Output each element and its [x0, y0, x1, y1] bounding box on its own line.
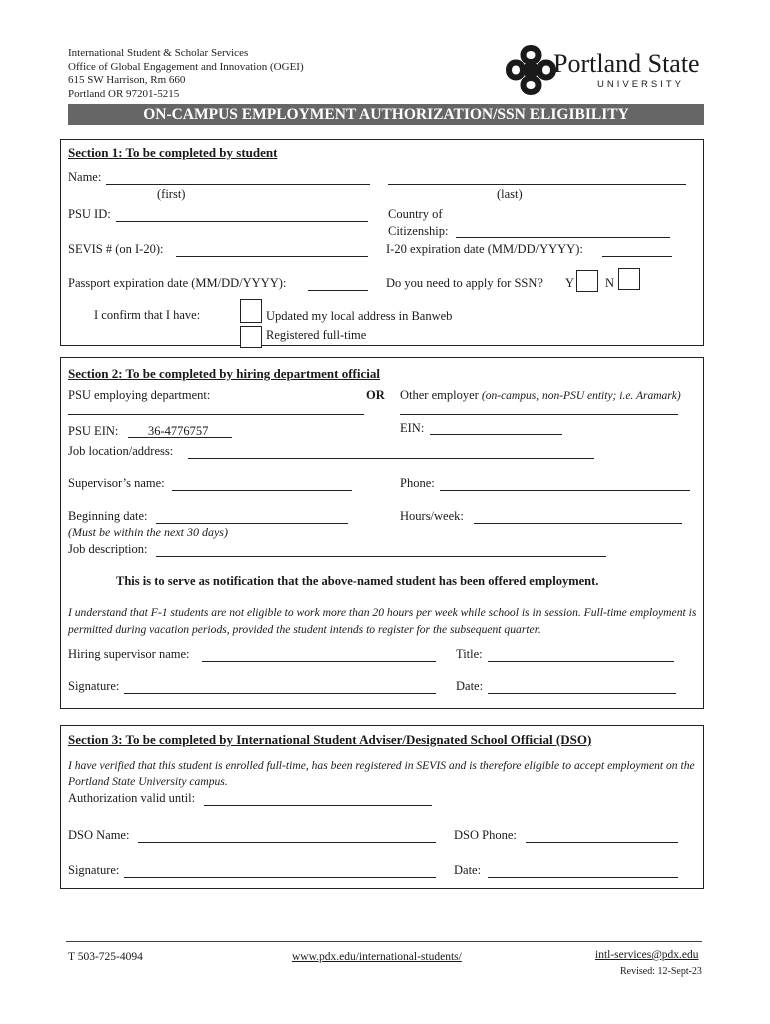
footer-phone: T 503-725-4094 [68, 951, 143, 963]
i20-expiration-field[interactable] [602, 256, 672, 257]
beginning-date-label: Beginning date: [68, 509, 148, 523]
citizenship-field[interactable] [456, 237, 670, 238]
beginning-date-note: (Must be within the next 30 days) [68, 525, 228, 539]
psu-ein-label: PSU EIN: [68, 424, 119, 438]
citizenship-label: Citizenship: [388, 224, 449, 238]
hiring-supervisor-label: Hiring supervisor name: [68, 647, 190, 661]
supervisor-date-field[interactable] [488, 693, 676, 694]
registered-fulltime-label: Registered full-time [266, 328, 367, 342]
job-location-label: Job location/address: [68, 444, 174, 458]
supervisor-signature-field[interactable] [124, 693, 436, 694]
hours-per-week-field[interactable] [474, 523, 682, 524]
supervisor-name-label: Supervisor’s name: [68, 476, 165, 490]
section-3-box [60, 725, 704, 889]
dso-name-field[interactable] [138, 842, 436, 843]
confirm-label: I confirm that I have: [94, 308, 201, 322]
country-of-label: Country of [388, 207, 443, 221]
psu-ein-value: 36-4776757 [148, 424, 209, 438]
sevis-field[interactable] [176, 256, 368, 257]
psu-logo-icon [501, 40, 561, 100]
dso-signature-label: Signature: [68, 863, 120, 877]
other-employer-field[interactable] [400, 414, 678, 415]
phone-label: Phone: [400, 476, 435, 490]
ein-field[interactable] [430, 434, 562, 435]
title-label: Title: [456, 647, 483, 661]
understand-line-2: permitted during vacation periods, provided the student intends to register for the subsequent quarter. [68, 623, 541, 636]
sevis-label: SEVIS # (on I-20): [68, 242, 164, 256]
office-address-city: Portland OR 97201-5215 [68, 87, 180, 100]
psu-id-label: PSU ID: [68, 207, 111, 221]
employment-notice: This is to serve as notification that the above-named student has been offered employment. [116, 574, 599, 588]
logo-subtitle: UNIVERSITY [597, 79, 685, 90]
or-label: OR [366, 388, 385, 402]
logo-wordmark: Portland State [553, 49, 700, 78]
other-employer-label [400, 388, 681, 403]
other-employer-text: Other employer [400, 388, 479, 402]
updated-address-label: Updated my local address in Banweb [266, 309, 453, 323]
authorization-valid-field[interactable] [204, 805, 432, 806]
dso-signature-field[interactable] [124, 877, 436, 878]
supervisor-name-field[interactable] [172, 490, 352, 491]
psu-ein-underline [128, 437, 232, 438]
ssn-question: Do you need to apply for SSN? [386, 276, 543, 290]
job-description-field[interactable] [156, 556, 606, 557]
psu-id-field[interactable] [116, 221, 368, 222]
university-logo [493, 36, 717, 100]
updated-address-checkbox[interactable] [240, 299, 262, 323]
passport-expiration-field[interactable] [308, 290, 368, 291]
dso-phone-label: DSO Phone: [454, 828, 517, 842]
dso-phone-field[interactable] [526, 842, 678, 843]
ein-label: EIN: [400, 421, 425, 435]
page-title: ON-CAMPUS EMPLOYMENT AUTHORIZATION/SSN ELIGIBILITY [143, 106, 629, 123]
supervisor-signature-label: Signature: [68, 679, 120, 693]
hiring-supervisor-field[interactable] [202, 661, 436, 662]
beginning-date-field[interactable] [156, 523, 348, 524]
ssn-yes-label: Y [565, 276, 575, 290]
phone-field[interactable] [440, 490, 690, 491]
ssn-no-label: N [605, 276, 615, 290]
title-field[interactable] [488, 661, 674, 662]
last-name-field[interactable] [388, 184, 686, 185]
office-name: International Student & Scholar Services [68, 47, 249, 59]
office-address-street: 615 SW Harrison, Rm 660 [68, 74, 186, 86]
last-name-caption: (last) [497, 187, 523, 201]
section-2-heading: Section 2: To be completed by hiring department official [68, 366, 380, 381]
psu-department-label: PSU employing department: [68, 388, 211, 402]
revised-date: Revised: 12-Sept-23 [620, 966, 702, 977]
dso-name-label: DSO Name: [68, 828, 130, 842]
psu-department-field[interactable] [68, 414, 364, 415]
supervisor-date-label: Date: [456, 679, 484, 693]
footer-email-link[interactable]: intl-services@pdx.edu [595, 949, 699, 961]
section-1-heading: Section 1: To be completed by student [68, 145, 278, 160]
understand-line-1: I understand that F-1 students are not eligible to work more than 20 hours per week while school is in session. Full-time employment is [68, 606, 697, 619]
footer-rule [66, 941, 702, 942]
footer-website-link[interactable]: www.pdx.edu/international-students/ [292, 951, 462, 963]
title-bar [68, 104, 704, 125]
authorization-valid-label: Authorization valid until: [68, 791, 196, 805]
first-name-field[interactable] [106, 184, 370, 185]
name-label: Name: [68, 170, 102, 184]
registered-fulltime-checkbox[interactable] [240, 326, 262, 348]
hours-per-week-label: Hours/week: [400, 509, 464, 523]
section-3-heading: Section 3: To be completed by International Student Adviser/Designated School Official (DSO) [68, 732, 592, 747]
passport-expiration-label: Passport expiration date (MM/DD/YYYY): [68, 276, 287, 290]
dso-date-field[interactable] [488, 877, 678, 878]
office-subtitle: Office of Global Engagement and Innovation (OGEI) [68, 60, 304, 73]
first-name-caption: (first) [157, 187, 186, 201]
other-employer-note: (on-campus, non-PSU entity; i.e. Aramark) [481, 390, 681, 402]
i20-expiration-label: I-20 expiration date (MM/DD/YYYY): [386, 242, 583, 256]
dso-date-label: Date: [454, 863, 482, 877]
ssn-yes-checkbox[interactable] [576, 270, 598, 292]
job-description-label: Job description: [68, 542, 148, 556]
verify-line-2: Portland State University campus. [68, 775, 228, 788]
ssn-no-checkbox[interactable] [618, 268, 640, 290]
verify-line-1: I have verified that this student is enrolled full-time, has been registered in SEVIS and is therefore eligible to accept employment on the [68, 759, 695, 772]
job-location-field[interactable] [188, 458, 594, 459]
